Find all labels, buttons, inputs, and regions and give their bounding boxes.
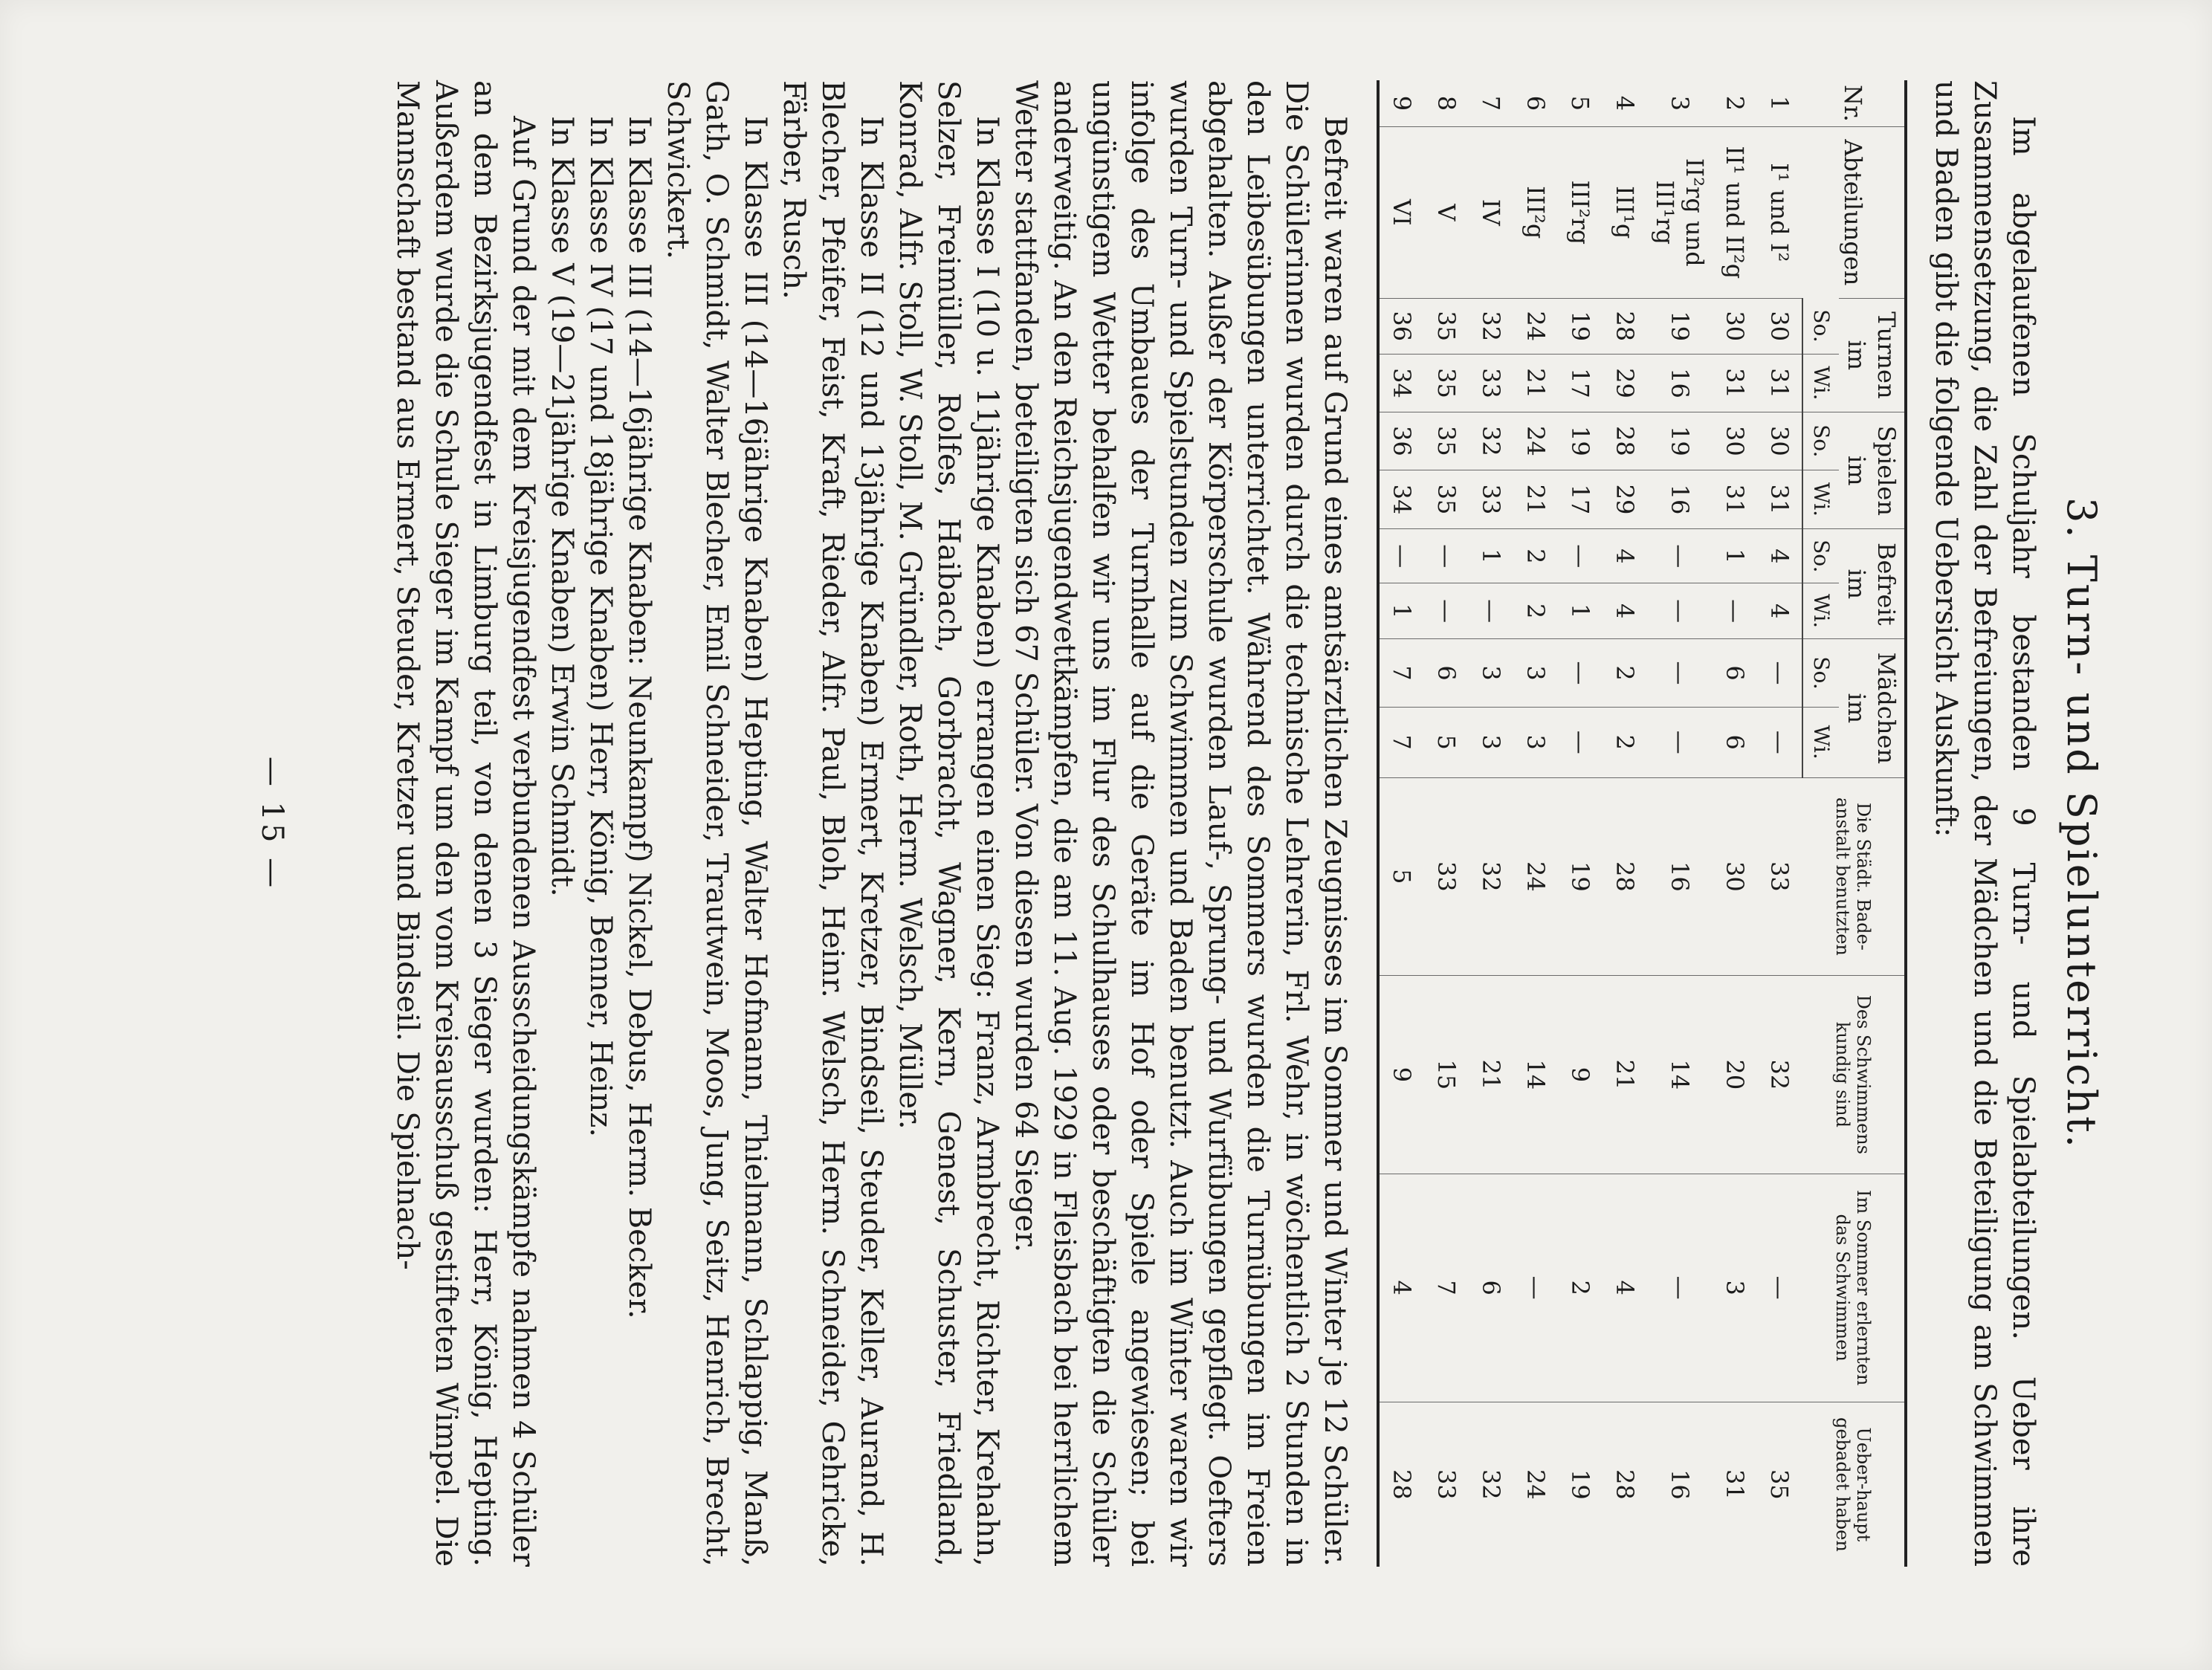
- header-maedchen-wi: Wi.: [1802, 707, 1839, 777]
- cell-s-so: 28: [1603, 412, 1647, 470]
- cell-abt: III²rg: [1558, 126, 1603, 298]
- table-row: [1424, 80, 1469, 1567]
- cell-m-so: 7: [1378, 639, 1424, 708]
- table-row: [1603, 80, 1647, 1567]
- cell-ueber: 28: [1378, 1402, 1424, 1567]
- cell-abt: I¹ und I²: [1757, 126, 1802, 298]
- cell-b-wi: 4: [1603, 583, 1647, 639]
- cell-t-so: 36: [1378, 298, 1424, 354]
- cell-schwimm: 14: [1513, 976, 1558, 1174]
- cell-schwimm: 9: [1378, 976, 1424, 1174]
- cell-abt: III²g: [1513, 126, 1558, 298]
- cell-nr: 6: [1521, 95, 1550, 111]
- header-nr: Nr.: [1802, 80, 1906, 126]
- cell-m-so: 6: [1713, 639, 1757, 708]
- cell-b-wi: 1: [1378, 583, 1424, 639]
- cell-b-so: —: [1424, 529, 1469, 583]
- cell-m-so: 3: [1513, 639, 1558, 708]
- header-maedchen-so: So.: [1802, 639, 1839, 708]
- cell-t-wi: 31: [1757, 354, 1802, 412]
- cell-m-wi: 3: [1513, 707, 1558, 777]
- klasse-2-paragraph: In Klasse II (12 und 13jährige Knaben) Ermert, Kretzer, Bindseil, Steuder, Keller, Aurand, H. Blecher, Pfeifer, Feist, Kraft, Rieder, Alfr. Paul, Bloh, Heinr. Welsch, Herm. Schneider, Gehricke, Färber, Rusch.: [777, 80, 888, 1567]
- cell-t-wi: 33: [1469, 354, 1513, 412]
- cell-nr: 5: [1566, 95, 1594, 111]
- cell-t-so: 24: [1513, 298, 1558, 354]
- statistics-table: [1377, 80, 1907, 1567]
- cell-t-so: 19: [1647, 298, 1713, 354]
- cell-s-wi: 16: [1647, 470, 1713, 529]
- cell-b-so: 1: [1713, 529, 1757, 583]
- cell-s-wi: 34: [1378, 470, 1424, 529]
- cell-abt: V: [1424, 126, 1469, 298]
- cell-ueber: 33: [1424, 1402, 1469, 1567]
- cell-sommer: 6: [1469, 1174, 1513, 1402]
- page-content: [253, 80, 2105, 1567]
- cell-s-so: 24: [1513, 412, 1558, 470]
- cell-t-so: 32: [1469, 298, 1513, 354]
- cell-schwimm: 20: [1713, 976, 1757, 1174]
- cell-t-so: 30: [1713, 298, 1757, 354]
- cell-m-so: 6: [1424, 639, 1469, 708]
- cell-abt: IV: [1469, 126, 1513, 298]
- table-body: [1378, 80, 1802, 1567]
- cell-ueber: 31: [1713, 1402, 1757, 1567]
- table-row: [1513, 80, 1558, 1567]
- cell-s-so: 30: [1713, 412, 1757, 470]
- cell-nr: 7: [1477, 95, 1505, 111]
- cell-t-so: 30: [1757, 298, 1802, 354]
- cell-m-wi: —: [1757, 707, 1802, 777]
- cell-m-wi: 3: [1469, 707, 1513, 777]
- cell-schwimm: 21: [1603, 976, 1647, 1174]
- intro-paragraph: Im abgelaufenen Schuljahr bestanden 9 Turn- und Spielabteilungen. Ueber ihre Zusammensetzung, die Zahl der Befreiungen, der Mädchen und die Beteiligung am Schwimmen und Baden gibt die folgende Uebersicht Auskunft:: [1929, 80, 2040, 1567]
- cell-bade: 19: [1558, 777, 1603, 976]
- cell-m-wi: 7: [1378, 707, 1424, 777]
- cell-bade: 33: [1757, 777, 1802, 976]
- header-maedchen: Mädchen im: [1839, 639, 1906, 777]
- klasse-3-neunkampf-line: In Klasse III (14—16jährige Knaben: Neunkampf) Nickel, Debus, Herm. Becker.: [622, 116, 656, 1319]
- klasse-3-paragraph: In Klasse III (14—16jährige Knaben) Hepting, Walter Hofmann, Thielmann, Schlappig, Manß, Gath, O. Schmidt, Walter Blecher, Emil Schneider, Trautwein, Moos, Jung, Seitz, Henrich, Brecht, Schwickert.: [661, 80, 772, 1567]
- header-befreit-so: So.: [1802, 529, 1839, 583]
- cell-b-so: —: [1558, 529, 1603, 583]
- kreisjugendfest-paragraph: Auf Grund der mit dem Kreisjugendfest verbundenen Ausscheidungskämpfe nahmen 4 Schüler an dem Bezirksjugendfest in Limburg teil, von denen 3 Sieger wurden: Herr, König, Hepting. Außerdem wurde die Schule Sieger im Kampf um den vom Kreisausschuß gestifteten Wimpel. Die Mannschaft bestand aus Ermert, Steuder, Kretzer und Bindseil. Die Spielnach-: [390, 80, 540, 1567]
- cell-t-so: 35: [1424, 298, 1469, 354]
- cell-nr: 8: [1432, 95, 1461, 111]
- cell-bade: 32: [1469, 777, 1513, 976]
- cell-t-wi: 31: [1713, 354, 1757, 412]
- cell-t-wi: 16: [1647, 354, 1713, 412]
- cell-s-so: 30: [1757, 412, 1802, 470]
- cell-s-wi: 31: [1757, 470, 1802, 529]
- page-number: — 15 —: [255, 756, 289, 891]
- cell-abt: II¹ und II²g: [1713, 126, 1757, 298]
- klasse-5-line: In Klasse V (19—21jährige Knaben) Erwin Schmidt.: [545, 116, 579, 897]
- cell-m-wi: 2: [1603, 707, 1647, 777]
- befreit-paragraph: Befreit waren auf Grund eines amtsärztlichen Zeugnisses im Sommer und Winter je 12 Schüler. Die Schülerinnen wurden durch die technische Lehrerin, Frl. Wehr, in wöchentlich 2 Stunden in den Leibesübungen unterrichtet. Während des Sommers wurden die Turnübungen im Freien abgehalten. Außer der Körperschule wurden Lauf-, Sprung- und Wurfübungen gepflegt. Oefters wurden Turn- und Spielstunden zum Schwimmen und Baden benutzt. Auch im Winter waren wir infolge des Umbaues der Turnhalle auf die Geräte im Hof oder Spiele angewiesen; bei ungünstigem Wetter behalfen wir uns im Flur des Schulhauses oder beschäftigten die Schüler anderweitig. An den Reichsjugendwettkämpfen, die am 11. Aug. 1929 in Fleisbach bei herrlichem Wetter stattfanden, beteiligten sich 67 Schüler. Von diesen wurden 64 Sieger.: [1009, 80, 1352, 1567]
- cell-m-wi: 6: [1713, 707, 1757, 777]
- cell-t-wi: 35: [1424, 354, 1469, 412]
- cell-s-so: 19: [1558, 412, 1603, 470]
- cell-s-so: 36: [1378, 412, 1424, 470]
- cell-sommer: —: [1647, 1174, 1713, 1402]
- klasse-1-paragraph: In Klasse I (10 u. 11jährige Knaben) errangen einen Sieg: Franz, Armbrecht, Richter, Krehahn, Selzer, Freimüller, Rolfes, Haibach, Gorbracht, Wagner, Kern, Genest, Schuster, Friedland, Konrad, Alfr. Stoll, W. Stoll, M. Gründler, Roth, Herm. Welsch, Müller.: [893, 80, 1004, 1567]
- cell-b-so: 2: [1513, 529, 1558, 583]
- cell-t-wi: 17: [1558, 354, 1603, 412]
- cell-sommer: —: [1757, 1174, 1802, 1402]
- cell-ueber: 28: [1603, 1402, 1647, 1567]
- cell-t-wi: 21: [1513, 354, 1558, 412]
- cell-b-so: —: [1647, 529, 1713, 583]
- cell-m-so: —: [1757, 639, 1802, 708]
- cell-sommer: 4: [1378, 1174, 1424, 1402]
- cell-schwimm: 32: [1757, 976, 1802, 1174]
- cell-bade: 24: [1513, 777, 1558, 976]
- cell-sommer: 3: [1713, 1174, 1757, 1402]
- cell-abt: III¹g: [1603, 126, 1647, 298]
- cell-s-wi: 21: [1513, 470, 1558, 529]
- header-ueberhaupt-gebadet: Ueber-haupt gebadet haben: [1802, 1402, 1906, 1567]
- header-spielen-wi: Wi.: [1802, 470, 1839, 529]
- header-schwimmkundig: Des Schwimmens kundig sind: [1802, 976, 1906, 1174]
- klasse-4-line: In Klasse IV (17 und 18jährige Knaben) Herr, König, Benner, Heinz.: [583, 116, 618, 1138]
- cell-s-wi: 33: [1469, 470, 1513, 529]
- cell-nr: 3: [1666, 95, 1694, 111]
- cell-ueber: 32: [1469, 1402, 1513, 1567]
- cell-ueber: 35: [1757, 1402, 1802, 1567]
- cell-m-wi: —: [1558, 707, 1603, 777]
- cell-b-wi: 2: [1513, 583, 1558, 639]
- cell-schwimm: 15: [1424, 976, 1469, 1174]
- cell-m-wi: 5: [1424, 707, 1469, 777]
- cell-b-so: 4: [1757, 529, 1802, 583]
- cell-ueber: 16: [1647, 1402, 1713, 1567]
- cell-schwimm: 9: [1558, 976, 1603, 1174]
- cell-sommer: 2: [1558, 1174, 1603, 1402]
- cell-t-so: 28: [1603, 298, 1647, 354]
- cell-s-wi: 29: [1603, 470, 1647, 529]
- cell-s-so: 35: [1424, 412, 1469, 470]
- cell-m-so: —: [1647, 639, 1713, 708]
- cell-nr: 1: [1765, 95, 1794, 111]
- cell-sommer: —: [1513, 1174, 1558, 1402]
- header-spielen-so: So.: [1802, 412, 1839, 470]
- table-row: [1713, 80, 1757, 1567]
- cell-nr: 4: [1611, 95, 1639, 111]
- header-turnen: Turnen im: [1839, 298, 1906, 412]
- header-sommer-erlernt: Im Sommer erlernten das Schwimmen: [1802, 1174, 1906, 1402]
- cell-b-so: 4: [1603, 529, 1647, 583]
- cell-b-wi: —: [1469, 583, 1513, 639]
- cell-sommer: 7: [1424, 1174, 1469, 1402]
- cell-bade: 5: [1378, 777, 1424, 976]
- header-befreit-wi: Wi.: [1802, 583, 1839, 639]
- cell-ueber: 19: [1558, 1402, 1603, 1567]
- cell-s-so: 32: [1469, 412, 1513, 470]
- cell-m-so: —: [1558, 639, 1603, 708]
- cell-bade: 16: [1647, 777, 1713, 976]
- cell-abt: VI: [1378, 126, 1424, 298]
- cell-s-wi: 31: [1713, 470, 1757, 529]
- cell-b-so: 1: [1469, 529, 1513, 583]
- table-row: [1757, 80, 1802, 1567]
- cell-m-so: 3: [1469, 639, 1513, 708]
- cell-schwimm: 14: [1647, 976, 1713, 1174]
- cell-schwimm: 21: [1469, 976, 1513, 1174]
- cell-b-wi: —: [1647, 583, 1713, 639]
- header-badeanstalt: Die Städt. Bade-anstalt benutzten: [1802, 777, 1906, 976]
- table-row: [1647, 80, 1713, 1567]
- cell-b-so: —: [1378, 529, 1424, 583]
- cell-t-wi: 34: [1378, 354, 1424, 412]
- section-title: 3. Turn- und Spielunterricht.: [2058, 497, 2105, 1150]
- cell-m-wi: —: [1647, 707, 1713, 777]
- cell-abt: II²rg und III¹rg: [1647, 126, 1713, 298]
- cell-s-wi: 35: [1424, 470, 1469, 529]
- header-spielen: Spielen im: [1839, 412, 1906, 529]
- cell-t-so: 19: [1558, 298, 1603, 354]
- header-turnen-wi: Wi.: [1802, 354, 1839, 412]
- cell-b-wi: —: [1713, 583, 1757, 639]
- header-abteilungen: Abteilungen: [1802, 126, 1906, 298]
- header-turnen-so: So.: [1802, 298, 1839, 354]
- cell-b-wi: 1: [1558, 583, 1603, 639]
- table-row: [1469, 80, 1513, 1567]
- cell-b-wi: —: [1424, 583, 1469, 639]
- cell-s-wi: 17: [1558, 470, 1603, 529]
- table-row: [1378, 80, 1424, 1567]
- cell-nr: 9: [1378, 80, 1424, 126]
- cell-t-wi: 29: [1603, 354, 1647, 412]
- cell-bade: 28: [1603, 777, 1647, 976]
- cell-m-so: 2: [1603, 639, 1647, 708]
- cell-bade: 30: [1713, 777, 1757, 976]
- header-befreit: Befreit im: [1839, 529, 1906, 639]
- cell-s-so: 19: [1647, 412, 1713, 470]
- cell-sommer: 4: [1603, 1174, 1647, 1402]
- cell-ueber: 24: [1513, 1402, 1558, 1567]
- table-row: [1558, 80, 1603, 1567]
- cell-b-wi: 4: [1757, 583, 1802, 639]
- cell-bade: 33: [1424, 777, 1469, 976]
- cell-nr: 2: [1721, 95, 1749, 111]
